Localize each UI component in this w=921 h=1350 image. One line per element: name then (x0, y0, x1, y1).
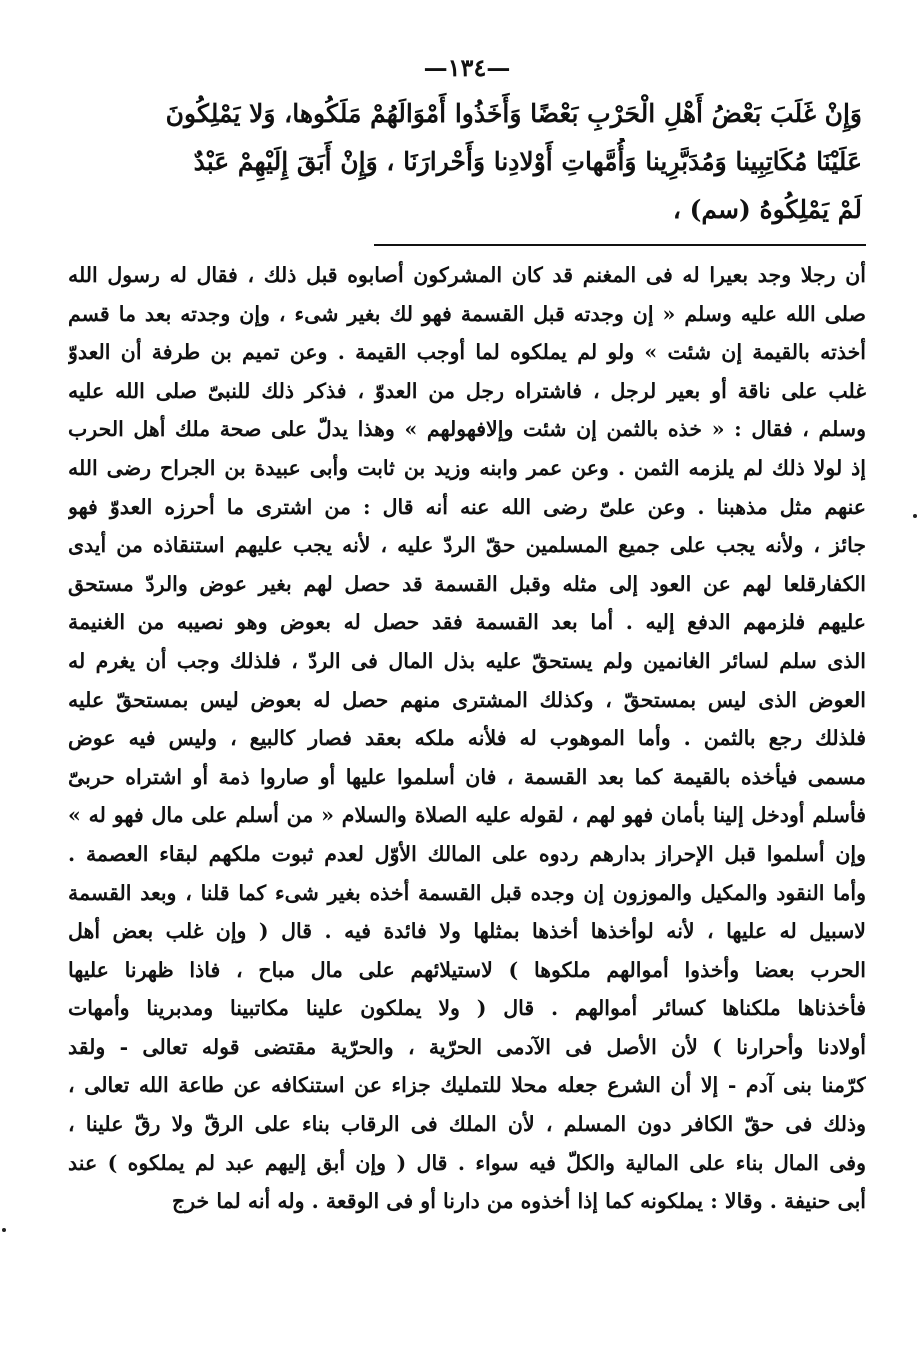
commentary-line: الذى سلم لسائر الغانمين ولم يستحقّ عليه بذل المال فى الردّ ، فلذلك وجب أن يغرم له (68, 648, 866, 673)
commentary-line: صلى الله عليه وسلم « إن وجدته قبل القسمة فهو لك بغير شىء ، وإن وجدته بعد ما قسم (68, 301, 866, 326)
commentary-line: الكفارقلعا لهم عن العود إلى مثله وقبل القسمة قد حصل لهم بغير عوض والردّ مستحق (68, 571, 866, 596)
margin-speck (2, 1228, 6, 1232)
commentary-line: لاسبيل له عليها ، لأنه لوأخذها أخذها بمثلها ولا فائدة فيه . قال ( وإن غلب بعض أهل (68, 919, 866, 944)
commentary-line: وفى المال بناء على المالية والكلّ فيه سواء . قال ( وإن أبق إليهم عبد لم يملكوه ) عند (68, 1150, 866, 1175)
commentary-line: فأسلم أودخل إلينا بأمان فهو لهم ، لقوله عليه الصلاة والسلام « من أسلم على مال فهو له » (68, 803, 866, 828)
commentary-line: مسمى فيأخذه بالقيمة كما بعد القسمة ، فان أسلموا عليها أو صاروا ذمة أو اشتراه حربىّ (68, 764, 866, 789)
commentary-line: فلذلك رجع بالثمن . وأما الموهوب له فلأنه ملكه بعقد فصار كالبيع ، وليس فيه عوض (68, 726, 866, 751)
commentary-line: العوض الذى ليس بمستحقّ ، وكذلك المشترى منهم حصل له بعوض ليس بمستحقّ عليه (68, 687, 866, 712)
separator-rule (374, 244, 866, 246)
commentary-line: وأما النقود والمكيل والموزون إن وجده قبل القسمة أخذه بغير شىء كما قلنا ، وبعد القسمة (68, 880, 866, 905)
commentary-line: وسلم ، فقال : « خذه بالثمن إن شئت وإلافهولهم » وهذا يدلّ على صحة ملك أهل الحرب (68, 417, 866, 442)
commentary-line: جائز ، ولأنه يجب على جميع المسلمين حقّ الردّ عليه ، لأنه يجب عليهم استنقاذه من أيدى (68, 533, 866, 558)
main-text-line: وَإِنْ غَلَبَ بَعْضُ أَهْلِ الْحَرْبِ بَعْضًا وَأَخَذُوا أَمْوَالَهُمْ مَلَكُوها، وَلا يَمْلِكُونَ (165, 99, 862, 128)
commentary-line: غلب على ناقة أو بعير لرجل ، فاشتراه رجل من العدوّ ، فذكر ذلك للنبىّ صلى الله عليه (68, 378, 866, 403)
commentary-line: وذلك فى حقّ الكافر دون المسلم ، لأن الملك فى الرقاب بناء على الرقّ ولا رقّ علينا ، (68, 1112, 866, 1137)
commentary-line: الحرب بعضا وأخذوا أموالهم ملكوها ) لاستيلائهم على مال مباح ، فاذا ظهرنا عليها (68, 957, 866, 982)
commentary-line: أولادنا وأحرارنا ) لأن الأصل فى الآدمى الحرّية ، والحرّية مقتضى قوله تعالى - ولقد (68, 1034, 866, 1059)
main-text-line: عَلَيْنَا مُكَاتِبِينا وَمُدَبَّرِينا وَأُمَّهاتِ أَوْلادِنا وَأَحْرارَنَا ، وَإِنْ أَبَقَ إِلَيْهِمْ عَبْدٌ (193, 147, 862, 176)
margin-speck (913, 514, 917, 518)
commentary-line: أخذته بالقيمة إن شئت » ولو لم يملكوه لما أوجب القيمة . وعن تميم بن طرفة أن العدوّ (68, 340, 866, 365)
commentary-line: وإن أسلموا قبل الإحراز بدارهم ردوه على المالك الأوّل لعدم ثبوت ملكهم لبقاء العصمة . (68, 841, 866, 866)
main-text-block (68, 90, 866, 234)
main-text-line: لَمْ يَمْلِكُوهُ (سم) ، (672, 195, 862, 224)
commentary-line: عنهم مثل مذهبنا . وعن علىّ رضى الله عنه أنه قال : من اشترى ما أحرزه العدوّ فهو (68, 494, 866, 519)
commentary-line: كرّمنا بنى آدم - إلا أن الشرع جعله محلا للتمليك جزاء عن استنكافه عن طاعة الله تعالى ، (68, 1073, 866, 1098)
document-page (68, 46, 866, 1221)
commentary-block (68, 256, 866, 1221)
commentary-line: أبى حنيفة . وقالا : يملكونه كما إذا أخذوه من دارنا أو فى الوقعة . وله أنه لما خرج (172, 1189, 866, 1214)
commentary-line: عليهم فلزمهم الدفع إليه . أما بعد القسمة فقد حصل له بعوض وهو نصيبه من الغنيمة (68, 610, 866, 635)
commentary-line: فأخذناها ملكناها كسائر أموالهم . قال ( ولا يملكون علينا مكاتبينا ومدبرينا وأمهات (68, 996, 866, 1021)
commentary-line: إذ لولا ذلك لم يلزمه الثمن . وعن عمر وابنه وزيد بن ثابت وأبى عبيدة بن الجراح رضى الله (68, 455, 866, 480)
page-number: —١٣٤— (423, 53, 511, 82)
commentary-line: أن رجلا وجد بعيرا له فى المغنم قد كان المشركون أصابوه قبل ذلك ، فقال له رسول الله (68, 263, 866, 287)
